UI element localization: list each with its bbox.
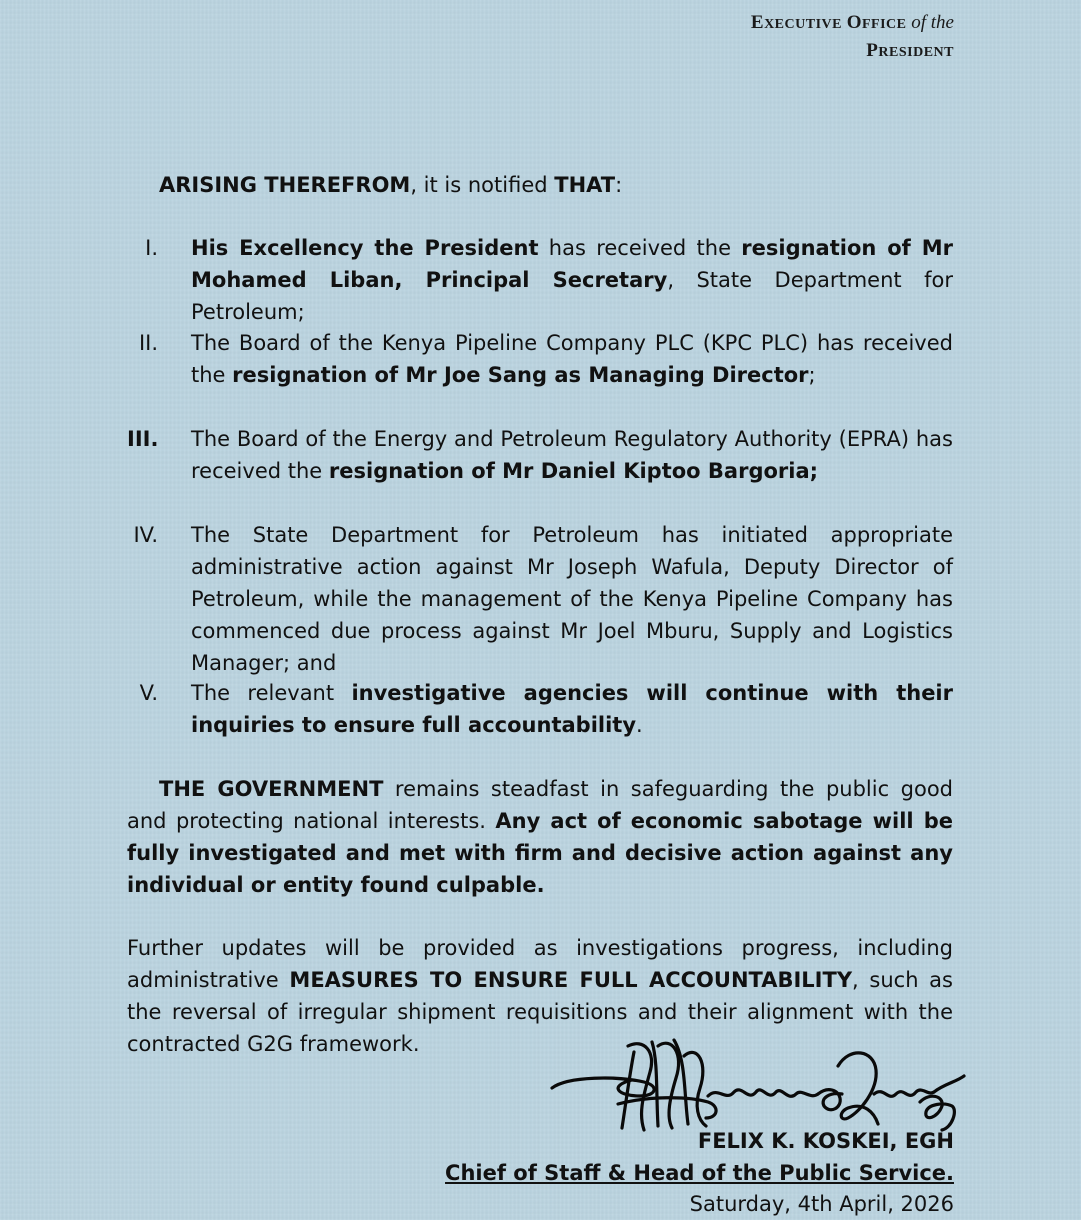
para-bold: THE GOVERNMENT bbox=[159, 777, 384, 801]
item-body bbox=[191, 232, 953, 328]
item-numeral: I. bbox=[145, 236, 158, 260]
letterhead-line-2 bbox=[751, 38, 954, 66]
item-text: The Board of the Kenya Pipeline Company PLC (KPC PLC) has received the bbox=[191, 331, 953, 387]
para-text: Further updates will be provided as investigations progress, including administrative bbox=[127, 936, 953, 992]
para-bold: MEASURES TO ENSURE FULL ACCOUNTABILITY bbox=[289, 968, 853, 992]
handwritten-signature bbox=[548, 1032, 968, 1132]
item-numeral: V. bbox=[139, 681, 158, 705]
letterhead-executive: XECUTIVE bbox=[764, 17, 842, 32]
item-text: The State Department for Petroleum has initiated appropriate administrative action against Mr Joseph Wafula, Deputy Director of Petroleum, while the management of the Kenya Pipeline Company has commenced due process against Mr Joel Mburu, Supply and Logistics Manager; and bbox=[191, 523, 953, 675]
item-text: . bbox=[636, 713, 643, 737]
intro-bold-2: THAT bbox=[554, 173, 616, 197]
item-bold: His Excellency the President bbox=[191, 236, 539, 260]
government-paragraph bbox=[127, 773, 953, 901]
item-body bbox=[191, 519, 953, 679]
intro-bold-1: ARISING THEREFROM bbox=[159, 173, 411, 197]
item-body bbox=[191, 677, 953, 741]
item-bold: resignation of Mr Joe Sang as Managing Director bbox=[232, 363, 809, 387]
signature-date: Saturday, 4th April, 2026 bbox=[689, 1192, 954, 1216]
item-bold: resignation of Mr Mohamed Liban, Principal Secretary bbox=[191, 236, 953, 292]
intro-text-1: , it is notified bbox=[410, 173, 555, 197]
letterhead bbox=[751, 10, 954, 66]
signatory-title: Chief of Staff & Head of the Public Service. bbox=[445, 1161, 954, 1185]
signatory-name: FELIX K. KOSKEI, EGH bbox=[697, 1129, 954, 1153]
item-numeral: IV. bbox=[133, 523, 158, 547]
item-body bbox=[191, 423, 953, 487]
para-bold: Any act of economic sabotage will be fully investigated and met with firm and decisive action against any individual or entity found culpable. bbox=[127, 809, 953, 897]
item-bold: resignation of Mr Daniel Kiptoo Bargoria; bbox=[328, 459, 819, 483]
item-numeral: III. bbox=[127, 427, 159, 451]
letterhead-of-the: of the bbox=[911, 12, 954, 33]
item-text: ; bbox=[808, 363, 816, 387]
item-text: , State Department for Petroleum; bbox=[191, 268, 953, 324]
intro-text-2: : bbox=[615, 173, 623, 197]
item-text: The Board of the Energy and Petroleum Regulatory Authority (EPRA) has received the bbox=[191, 427, 953, 483]
para-text: , such as the reversal of irregular shipment requisitions and their alignment with the contracted G2G framework. bbox=[127, 968, 953, 1056]
item-body bbox=[191, 327, 953, 391]
letterhead-office: FFICE bbox=[862, 17, 907, 32]
item-bold: investigative agencies will continue with their inquiries to ensure full accountability bbox=[191, 681, 953, 737]
letterhead-president: RESIDENT bbox=[878, 45, 954, 60]
para-text: remains steadfast in safeguarding the public good and protecting national interests. bbox=[127, 777, 953, 833]
item-text: has received the bbox=[538, 236, 742, 260]
letterhead-line-1 bbox=[751, 10, 954, 38]
item-numeral: II. bbox=[138, 331, 158, 355]
letterhead-initial-p: P bbox=[866, 40, 879, 61]
item-text: The relevant bbox=[191, 681, 352, 705]
letterhead-initial-o: O bbox=[846, 12, 862, 33]
intro-paragraph bbox=[127, 169, 953, 201]
letterhead-initial-e: E bbox=[750, 12, 765, 33]
